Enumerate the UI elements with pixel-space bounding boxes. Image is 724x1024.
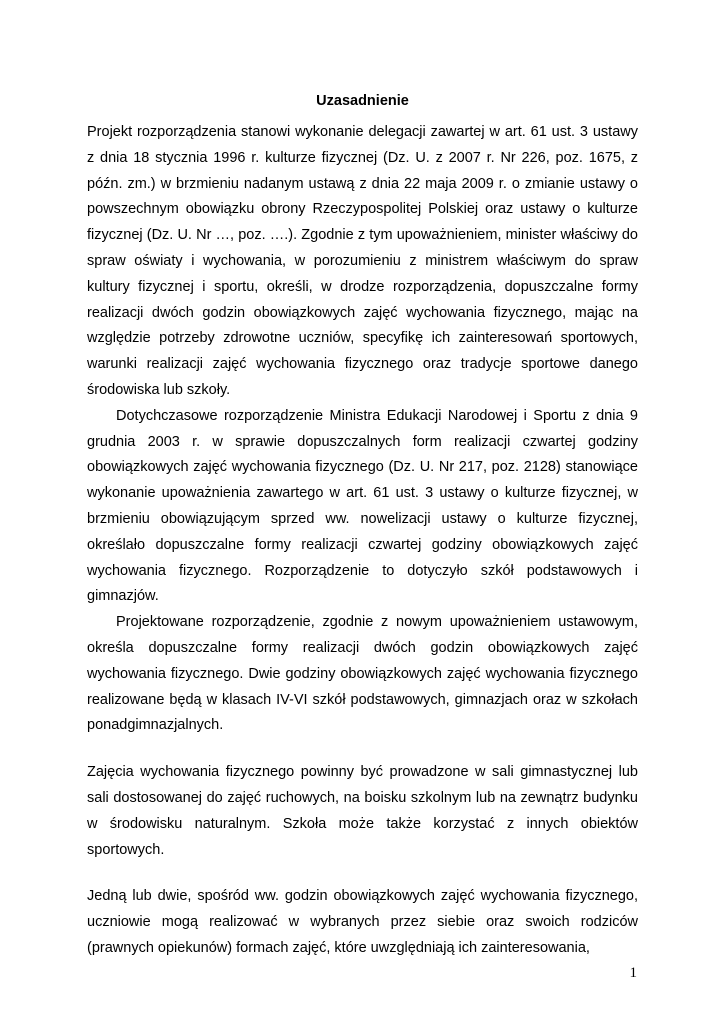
document-title: Uzasadnienie bbox=[316, 93, 409, 109]
page-number: 1 bbox=[629, 965, 637, 981]
paragraph-elective-forms: Jedną lub dwie, spośród ww. godzin obowiązkowych zajęć wychowania fizycznego, uczniowie mogą realizować w wybranych przez siebie oraz swoich rodziców (prawnych opiekunów) formach zajęć, które uwzględniają ich zainteresowania, bbox=[87, 888, 638, 956]
paragraph-class-locations: Zajęcia wychowania fizycznego powinny być prowadzone w sali gimnastycznej lub sali dostosowanej do zajęć ruchowych, na boisku szkolnym lub na zewnątrz budynku w środowisku naturalnym. Szkoła może także korzystać z innych obiektów sportowych. bbox=[87, 764, 638, 858]
paragraph-previous-regulation: Dotychczasowe rozporządzenie Ministra Edukacji Narodowej i Sportu z dnia 9 grudnia 2003 r. w sprawie dopuszczalnych form realizacji czwartej godziny obowiązkowych zajęć wychowania fizycznego (Dz. U. Nr 217, poz. 2128) stanowiące wykonanie upoważnienia zawartego w art. 61 ust. 3 ustawy o kulturze fizycznej, w brzmieniu obowiązującym sprzed ww. nowelizacji ustawy o kulturze fizycznej, określało dopuszczalne formy realizacji czwartej godziny obowiązkowych zajęć wychowania fizycznego. Rozporządzenie to dotyczyło szkół podstawowych i gimnazjów. bbox=[87, 407, 638, 605]
document-body bbox=[87, 120, 638, 962]
paragraph-legal-basis: Projekt rozporządzenia stanowi wykonanie delegacji zawartej w art. 61 ust. 3 ustawy z dnia 18 stycznia 1996 r. kulturze fizycznej (Dz. U. z 2007 r. Nr 226, poz. 1675, z późn. zm.) w brzmieniu nadanym ustawą z dnia 22 maja 2009 r. o zmianie ustawy o powszechnym obowiązku obrony Rzeczypospolitej Polskiej oraz ustawy o kulturze fizycznej (Dz. U. Nr …, poz. ….). Zgodnie z tym upoważnieniem, minister właściwy do spraw oświaty i wychowania, w porozumieniu z ministrem właściwym do spraw kultury fizycznej i sportu, określi, w drodze rozporządzenia, dopuszczalne formy realizacji dwóch godzin obowiązkowych zajęć wychowania fizycznego, mając na względzie potrzeby zdrowotne uczniów, specyfikę ich zainteresowań sportowych, warunki realizacji zajęć wychowania fizycznego oraz tradycje sportowe danego środowiska lub szkoły. bbox=[87, 124, 638, 398]
paragraph-projected-regulation: Projektowane rozporządzenie, zgodnie z nowym upoważnieniem ustawowym, określa dopuszczalne formy realizacji dwóch godzin obowiązkowych zajęć wychowania fizycznego. Dwie godziny obowiązkowych zajęć wychowania fizycznego realizowane będą w klasach IV-VI szkół podstawowych, gimnazjach oraz w szkołach ponadgimnazjalnych. bbox=[87, 614, 638, 734]
